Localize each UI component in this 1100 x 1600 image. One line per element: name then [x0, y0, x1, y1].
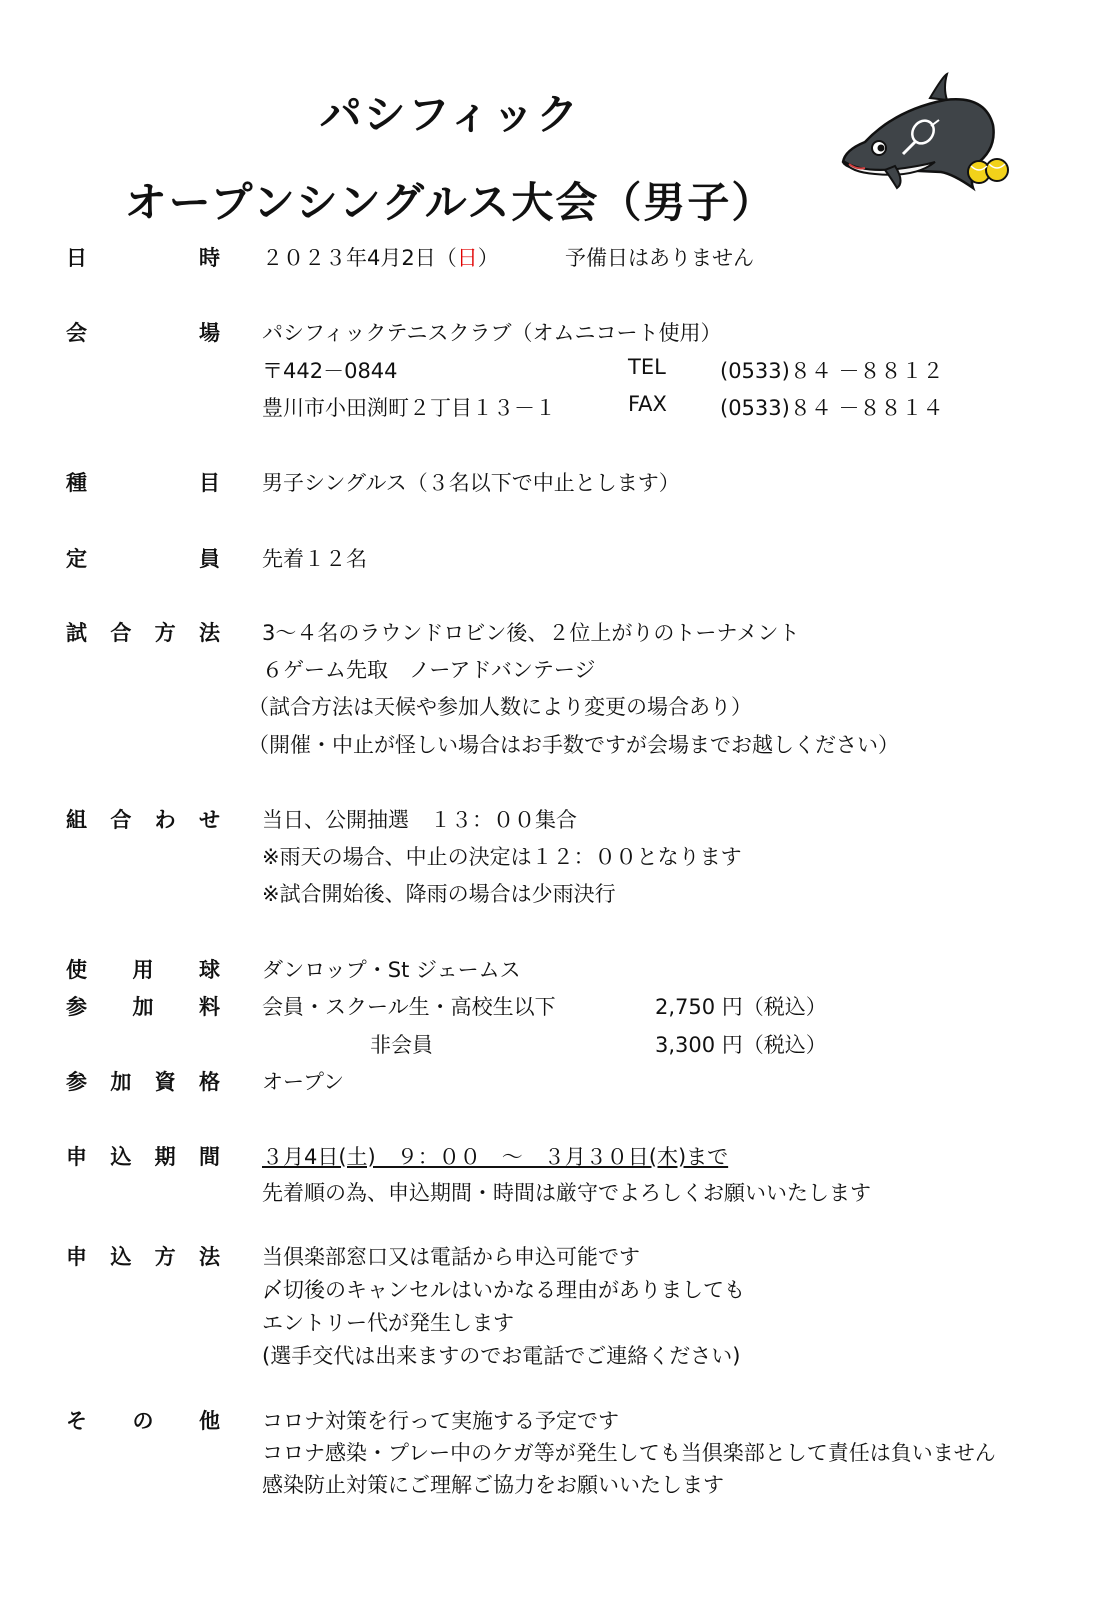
label-venue: 会 場	[66, 321, 220, 345]
label-period: 申 込 期 間	[66, 1145, 220, 1169]
label-other: そ の 他	[66, 1409, 220, 1433]
label-eligibility: 参 加 資 格	[66, 1070, 220, 1094]
dolphin-mascot-icon	[835, 70, 1020, 195]
draw-line: ※試合開始後、降雨の場合は少雨決行	[262, 882, 616, 906]
reserve-day-note: 予備日はありません	[565, 246, 754, 270]
other-line: コロナ感染・プレー中のケガ等が発生しても当倶楽部として責任は負いません	[262, 1441, 996, 1465]
other-line: 感染防止対策にご理解ご協力をお願いいたします	[262, 1473, 724, 1497]
fee-member-price: 2,750 円（税込）	[655, 995, 827, 1019]
format-line: ６ゲーム先取 ノーアドバンテージ	[262, 658, 596, 682]
day-of-week: 日	[456, 246, 478, 270]
format-note: （試合方法は天候や参加人数により変更の場合あり）	[248, 695, 752, 719]
label-capacity: 定 員	[66, 547, 220, 571]
fee-nonmember-price: 3,300 円（税込）	[655, 1033, 827, 1057]
label-apply: 申 込 方 法	[66, 1245, 220, 1269]
label-event: 種 目	[66, 471, 220, 495]
venue-postal: 〒442－0844	[262, 359, 398, 383]
fee-nonmember-label: 非会員	[370, 1033, 433, 1057]
label-draw: 組 合 わ せ	[66, 808, 220, 832]
title-line-1: パシフィック	[319, 90, 581, 139]
fax-label: FAX	[628, 392, 667, 416]
venue-name: パシフィックテニスクラブ（オムニコート使用）	[262, 321, 722, 345]
fax-number: (0533)８４ －８８１４	[720, 396, 944, 420]
title-line-2: オープンシングルス大会（男子）	[124, 178, 776, 227]
event-date: ２０２３年4月2日（日）	[262, 246, 499, 270]
format-note: （開催・中止が怪しい場合はお手数ですが会場までお越しください）	[248, 733, 899, 757]
apply-line: 〆切後のキャンセルはいかなる理由がありましても	[262, 1278, 745, 1302]
apply-line: 当倶楽部窓口又は電話から申込可能です	[262, 1245, 640, 1269]
period-note: 先着順の為、申込期間・時間は厳守でよろしくお願いいたします	[262, 1181, 871, 1205]
draw-line: 当日、公開抽選 １３：００集合	[262, 808, 577, 832]
label-fee: 参 加 料	[66, 995, 220, 1019]
format-line: 3～４名のラウンドロビン後、２位上がりのトーナメント	[262, 621, 800, 645]
event-type: 男子シングルス（３名以下で中止とします）	[262, 471, 680, 495]
apply-line: エントリー代が発生します	[262, 1311, 514, 1335]
label-format: 試 合 方 法	[66, 621, 220, 645]
tel-number: (0533)８４ －８８１２	[720, 359, 944, 383]
tel-label: TEL	[628, 355, 666, 379]
draw-line: ※雨天の場合、中止の決定は１２：００となります	[262, 845, 742, 869]
fee-member-label: 会員・スクール生・高校生以下	[262, 995, 556, 1019]
venue-address: 豊川市小田渕町２丁目１３－１	[262, 396, 556, 420]
label-ball: 使 用 球	[66, 958, 220, 982]
apply-line: (選手交代は出来ますのでお電話でご連絡ください)	[262, 1344, 741, 1368]
label-date: 日 時	[66, 246, 220, 270]
application-period: ３月4日(土) ９：００ ～ ３月３０日(木)まで	[262, 1145, 729, 1169]
eligibility: オープン	[262, 1070, 345, 1094]
ball-brand: ダンロップ・St ジェームス	[262, 958, 521, 982]
capacity: 先着１２名	[262, 547, 367, 571]
other-line: コロナ対策を行って実施する予定です	[262, 1409, 619, 1433]
